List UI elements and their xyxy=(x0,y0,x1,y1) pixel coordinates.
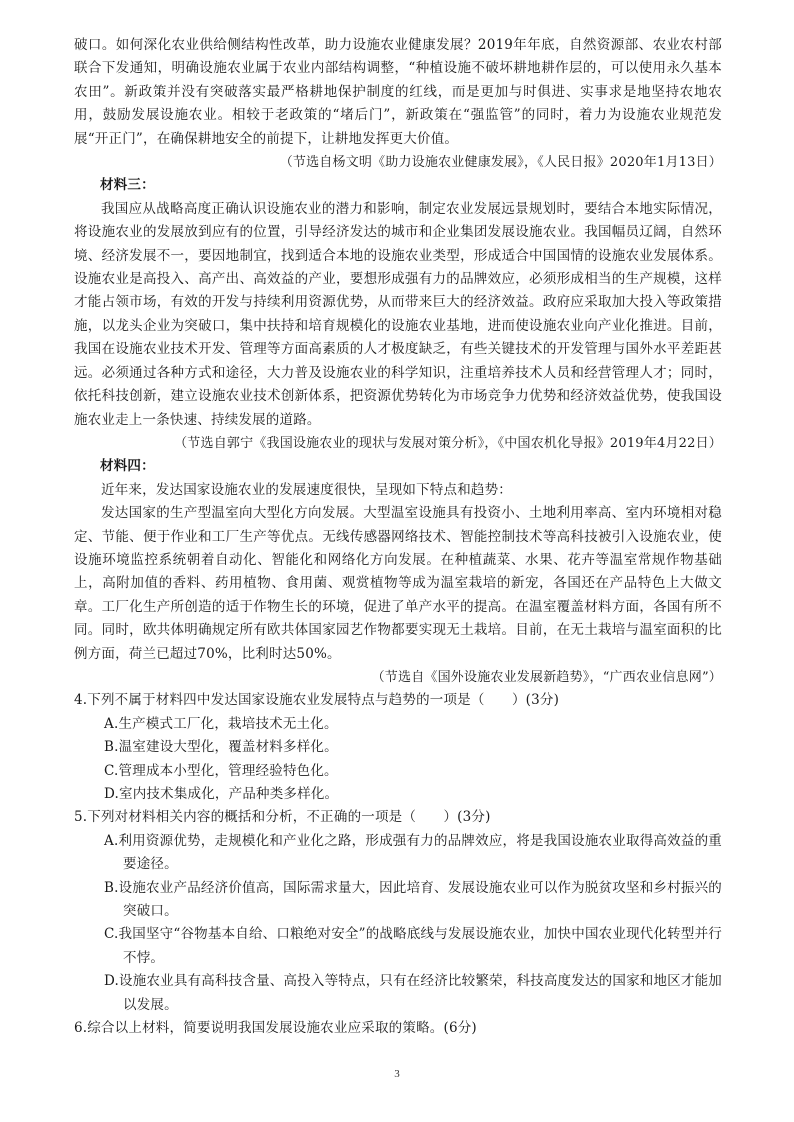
page-number: 3 xyxy=(394,1068,400,1080)
question-5-option-a: A.利用资源优势，走规模化和产业化之路，形成强有力的品牌效应，将是我国设施农业取得高效益的重要途径。 xyxy=(104,832,722,873)
material3-source: （节选自郭宁《我国设施农业的现状与发展对策分析》，《中国农机化导报》2019年4月22日） xyxy=(174,435,722,451)
question-4-option-a: A.生产模式工厂化，栽培技术无土化。 xyxy=(104,715,338,732)
question-5-option-b: B.设施农业产品经济价值高，国际需求量大，因此培育、发展设施农业可以作为脱贫攻坚和乡村振兴的突破口。 xyxy=(104,879,722,920)
material3-heading: 材料三： xyxy=(100,177,155,194)
question-5-stem: 5.下列对材料相关内容的概括和分析，不正确的一项是（ ）(3分) xyxy=(74,809,491,826)
material4-paragraph-2: 发达国家的生产型温室向大型化方向发展。大型温室设施具有投资小、土地利用率高、室内环境相对稳定、节能、便于作业和工厂生产等优点。无线传感器网络技术、智能控制技术等高科技被引入设施农业，使设施环境监控系统朝着自动化、智能化和网络化方向发展。在种植蔬菜、水果、花卉等温室常规作物基础上，高附加值的香料、药用植物、食用菌、观赏植物等成为温室栽培的新宠，各国还在产品特色上大做文章。工厂化生产所创造的适于作物生长的环境，促进了单产水平的提高。在温室覆盖材料方面，各国有所不同。同时，欧共体明确规定所有欧共体国家园艺作物都要实现无土栽培。目前，在无土栽培与温室面积的比例方面，荷兰已超过70%，比利时达50%。 xyxy=(74,505,722,662)
material4-heading: 材料四： xyxy=(100,458,155,475)
material4-paragraph-1: 近年来，发达国家设施农业的发展速度很快，呈现如下特点和趋势： xyxy=(101,481,512,498)
question-5-option-d: D.设施农业具有高科技含量、高投入等特点，只有在经济比较繁荣，科技高度发达的国家和地区才能加以发展。 xyxy=(104,973,722,1013)
question-4-option-d: D.室内技术集成化，产品种类多样化。 xyxy=(104,786,339,802)
material3-paragraph: 我国应从战略高度正确认识设施农业的潜力和影响，制定农业发展远景规划时，要结合本地实际情况，将设施农业的发展放到应有的位置，引导经济发达的城市和企业集团发展设施农业。我国幅员辽阔，自然环境、经济发展不一，要因地制宜，找到适合本地的设施农业类型，形成适合中国国情的设施农业发展体系。设施农业是高投入、高产出、高效益的产业，要想形成强有力的品牌效应，必须形成相当的生产规模，这样才能占领市场，有效的开发与持续利用资源优势，从而带来巨大的经济效益。政府应采取加大投入等政策措施，以龙头企业为突破口，集中扶持和培育规模化的设施农业基地，进而使设施农业向产业化推进。目前，我国在设施农业技术开发、管理等方面高素质的人才极度缺乏，有些关键技术的开发管理与国外水平差距甚远。必须通过各种方式和途径，大力普及设施农业的科学知识，注重培养技术人员和经营管理人才；同时，依托科技创新，建立设施农业技术创新体系，把资源优势转化为市场竞争力优势和经济效益优势，使我国设施农业走上一条快速、持续发展的道路。 xyxy=(74,200,722,428)
question-4-stem: 4.下列不属于材料四中发达国家设施农业发展特点与趋势的一项是（ ）(3分) xyxy=(74,692,560,709)
question-6-stem: 6.综合以上材料，简要说明我国发展设施农业应采取的策略。(6分) xyxy=(74,1020,477,1037)
intro-paragraph: 破口。如何深化农业供给侧结构性改革，助力设施农业健康发展？2019年年底，自然资源部、农业农村部联合下发通知，明确设施农业属于农业内部结构调整，“种植设施不破坏耕地耕作层的，可以使用永久基本农田”。新政策并没有突破落实最严格耕地保护制度的红线，而是更加与时俱进、实事求是地坚持农地农用，鼓励发展设施农业。相较于老政策的“堵后门”，新政策在“强监管”的同时，着力为设施农业规范发展“开正门”，在确保耕地安全的前提下，让耕地发挥更大价值。 xyxy=(74,37,722,147)
document-page xyxy=(74,34,722,1040)
question-4-option-b: B.温室建设大型化，覆盖材料多样化。 xyxy=(104,739,338,756)
question-4-option-c: C.管理成本小型化，管理经验特色化。 xyxy=(104,762,338,779)
question-5-option-c: C.我国坚守“谷物基本自给、口粮绝对安全”的战略底线与发展设施农业，加快中国农业现代化转型并行不悖。 xyxy=(104,926,722,966)
material4-source: （节选自《国外设施农业发展新趋势》，“广西农业信息网”） xyxy=(371,669,722,685)
intro-source: （节选自杨文明《助力设施农业健康发展》，《人民日报》2020年1月13日） xyxy=(279,155,722,171)
